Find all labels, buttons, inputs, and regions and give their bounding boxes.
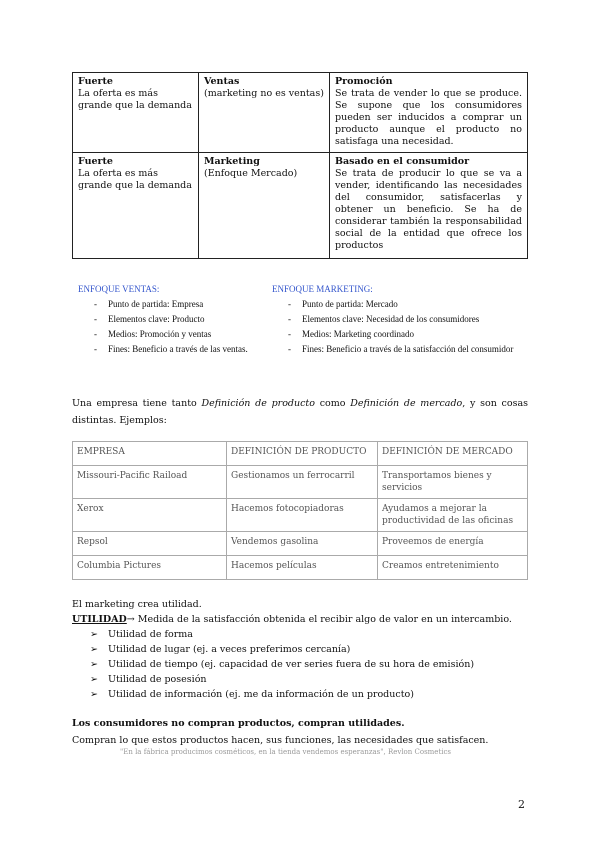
list-item: ➢ Utilidad de posesión — [90, 672, 528, 687]
list-item: ➢ Utilidad de tiempo (ej. capacidad de ver series fuera de su hora de emisión) — [90, 657, 528, 672]
examples-table — [72, 441, 528, 580]
table-row: Missouri-Pacific Raiload Gestionamos un ferrocarril Transportamos bienes y servicios — [73, 466, 528, 499]
quote: "En la fábrica producimos cosméticos, en la tienda vendemos esperanzas", Revlon Cosmetics — [120, 748, 452, 756]
cell-title: Ventas — [204, 76, 240, 87]
list-item: - Elementos clave: Necesidad de los consumidores — [288, 312, 522, 327]
enfoque-marketing — [272, 282, 522, 357]
list-item: ➢ Utilidad de información (ej. me da información de un producto) — [90, 687, 528, 702]
table-row — [73, 73, 528, 153]
table-row: Columbia Pictures Hacemos películas Creamos entretenimiento — [73, 556, 528, 580]
cell-text: (marketing no es ventas) — [204, 88, 324, 99]
term: UTILIDAD — [72, 614, 127, 625]
list-item: ➢ Utilidad de lugar (ej. a veces preferimos cercanía) — [90, 642, 528, 657]
enfoque-table — [72, 72, 528, 259]
cell-text: La oferta es más grande que la demanda — [78, 168, 192, 191]
list-item: - Fines: Beneficio a través de la satisfacción del consumidor — [288, 342, 522, 357]
enfoque-ventas — [78, 282, 258, 357]
table-row: Repsol Vendemos gasolina Proveemos de energía — [73, 532, 528, 556]
cell-text: Se trata de vender lo que se produce. Se supone que los consumidores pueden ser inducidos a comprar un producto aunque el producto no satisfaga una necesidad. — [335, 88, 522, 147]
list-item: - Fines: Beneficio a través de las ventas. — [94, 342, 258, 357]
table-row — [73, 153, 528, 259]
page-number: 2 — [518, 798, 525, 811]
table-header-row: EMPRESA DEFINICIÓN DE PRODUCTO DEFINICIÓN DE MERCADO — [73, 442, 528, 466]
cell-title: Fuerte — [78, 156, 113, 167]
list-item: ➢ Utilidad de forma — [90, 627, 528, 642]
section-heading: ENFOQUE VENTAS: — [78, 284, 160, 294]
list-item: - Punto de partida: Empresa — [94, 297, 258, 312]
table-row: Xerox Hacemos fotocopiadoras Ayudamos a mejorar la productividad de las oficinas — [73, 499, 528, 532]
cell-title: Fuerte — [78, 76, 113, 87]
cell-text: La oferta es más grande que la demanda — [78, 88, 192, 111]
definition: → Medida de la satisfacción obtenida el recibir algo de valor en un intercambio. — [126, 614, 512, 625]
cell-title: Basado en el consumidor — [335, 156, 470, 167]
cell-text: (Enfoque Mercado) — [204, 168, 298, 179]
list-item: - Elementos clave: Producto — [94, 312, 258, 327]
text-line: El marketing crea utilidad. — [72, 599, 202, 610]
section-heading: ENFOQUE MARKETING: — [272, 284, 373, 294]
cell-title: Promoción — [335, 76, 393, 87]
closing-text: Compran lo que estos productos hacen, sus funciones, las necesidades que satisfacen. — [72, 735, 489, 746]
list-item: - Medios: Marketing coordinado — [288, 327, 522, 342]
closing-bold: Los consumidores no compran productos, compran utilidades. — [72, 718, 405, 729]
list-item: - Punto de partida: Mercado — [288, 297, 522, 312]
utilidad-section — [72, 597, 528, 702]
cell-text: Se trata de producir lo que se va a vender, identificando las necesidades del consumidor, satisfacerlas y obtener un beneficio. Se ha de considerar también la responsabilidad social de la entidad que ofrece los productos — [335, 168, 522, 251]
list-item: - Medios: Promoción y ventas — [94, 327, 258, 342]
intro-paragraph: Una empresa tiene tanto Definición de producto como Definición de mercado, y son cosas distintas. Ejemplos: — [72, 398, 529, 426]
cell-title: Marketing — [204, 156, 260, 167]
